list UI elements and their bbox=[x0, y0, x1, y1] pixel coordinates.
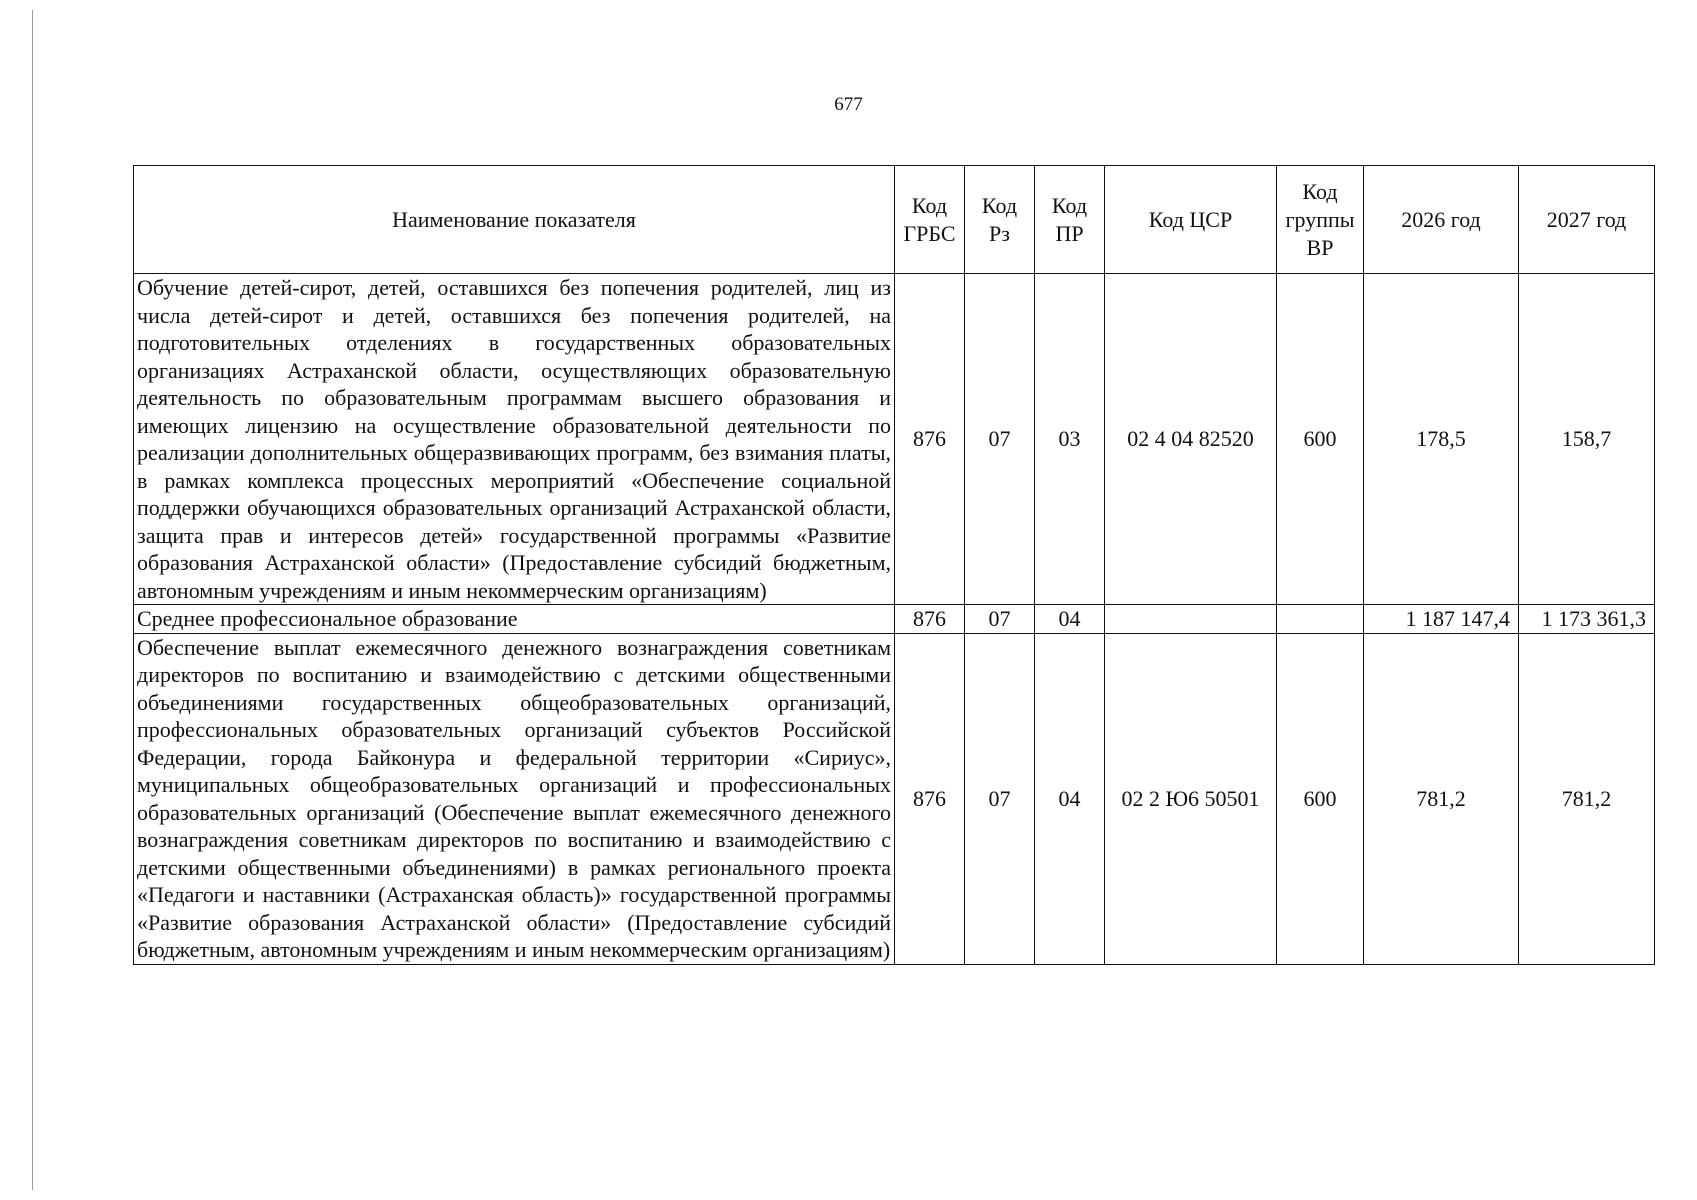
header-pr bbox=[1035, 166, 1105, 274]
header-row bbox=[134, 166, 1655, 274]
budget-table bbox=[133, 165, 1655, 965]
row-rz: 07 bbox=[965, 633, 1035, 964]
row-grbs: 876 bbox=[895, 605, 965, 634]
header-2026: 2026 год bbox=[1364, 166, 1519, 274]
header-pr-line-1: Код bbox=[1051, 192, 1088, 218]
row-pr: 04 bbox=[1035, 605, 1105, 634]
row-pr: 04 bbox=[1035, 633, 1105, 964]
margin-line bbox=[32, 10, 33, 1190]
header-2027: 2027 год bbox=[1519, 166, 1655, 274]
row-grbs: 876 bbox=[895, 274, 965, 605]
row-2027: 158,7 bbox=[1519, 274, 1655, 605]
row-vr bbox=[1277, 605, 1364, 634]
header-pr-line-2: ПР bbox=[1055, 220, 1084, 246]
row-grbs: 876 bbox=[895, 633, 965, 964]
row-2026: 1 187 147,4 bbox=[1364, 605, 1519, 634]
page-number: 677 bbox=[834, 94, 863, 115]
row-csr bbox=[1105, 605, 1277, 634]
row-vr: 600 bbox=[1277, 633, 1364, 964]
row-pr: 03 bbox=[1035, 274, 1105, 605]
header-rz-line-1: Код bbox=[981, 192, 1018, 218]
row-name: Среднее профессиональное образование bbox=[134, 605, 895, 634]
row-csr: 02 4 04 82520 bbox=[1105, 274, 1277, 605]
header-vr bbox=[1277, 166, 1364, 274]
table-row bbox=[134, 274, 1655, 605]
row-rz: 07 bbox=[965, 274, 1035, 605]
row-csr: 02 2 Ю6 50501 bbox=[1105, 633, 1277, 964]
header-csr: Код ЦСР bbox=[1105, 166, 1277, 274]
header-vr-line-2: группы bbox=[1285, 206, 1355, 232]
header-grbs-line-1: Код bbox=[911, 192, 948, 218]
header-name: Наименование показателя bbox=[134, 166, 895, 274]
table-header bbox=[134, 166, 1655, 274]
row-name: Обеспечение выплат ежемесячного денежного вознаграждения советникам директоров по воспитанию и взаимодействию с детскими общественными объединениями государственных общеобразовательных организаций, профессиональных образовательных организаций субъектов Российской Федерации, города Байконура и федеральной территории «Сириус», муниципальных общеобразовательных организаций и профессиональных образовательных организаций (Обеспечение выплат ежемесячного денежного вознаграждения советникам директоров по воспитанию и взаимодействию с детскими общественными объединениями) в рамках регионального проекта «Педагоги и наставники (Астраханская область)» государственной программы «Развитие образования Астраханской области» (Предоставление субсидий бюджетным, автономным учреждениям и иным некоммерческим организациям) bbox=[134, 633, 895, 964]
row-2027: 1 173 361,3 bbox=[1519, 605, 1655, 634]
header-grbs bbox=[895, 166, 965, 274]
header-rz bbox=[965, 166, 1035, 274]
header-vr-line-1: Код bbox=[1302, 178, 1338, 204]
row-2026: 781,2 bbox=[1364, 633, 1519, 964]
row-vr: 600 bbox=[1277, 274, 1364, 605]
table-row-section bbox=[134, 605, 1655, 634]
row-2026: 178,5 bbox=[1364, 274, 1519, 605]
header-rz-line-2: Рз bbox=[989, 220, 1010, 246]
header-vr-line-3: ВР bbox=[1306, 234, 1334, 260]
row-name: Обучение детей-сирот, детей, оставшихся без попечения родителей, лиц из числа детей-сирот и детей, оставшихся без попечения родителей, на подготовительных отделениях в государственных образовательных организациях Астраханской области, осуществляющих образовательную деятельность по образовательным программам высшего образования и имеющих лицензию на осуществление образовательной деятельности по реализации дополнительных общеразвивающих программ, без взимания платы, в рамках комплекса процессных мероприятий «Обеспечение социальной поддержки обучающихся образовательных организаций Астраханской области, защита прав и интересов детей» государственной программы «Развитие образования Астраханской области» (Предоставление субсидий бюджетным, автономным учреждениям и иным некоммерческим организациям) bbox=[134, 274, 895, 605]
row-2027: 781,2 bbox=[1519, 633, 1655, 964]
table-row bbox=[134, 633, 1655, 964]
row-rz: 07 bbox=[965, 605, 1035, 634]
header-grbs-line-2: ГРБС bbox=[903, 220, 956, 246]
